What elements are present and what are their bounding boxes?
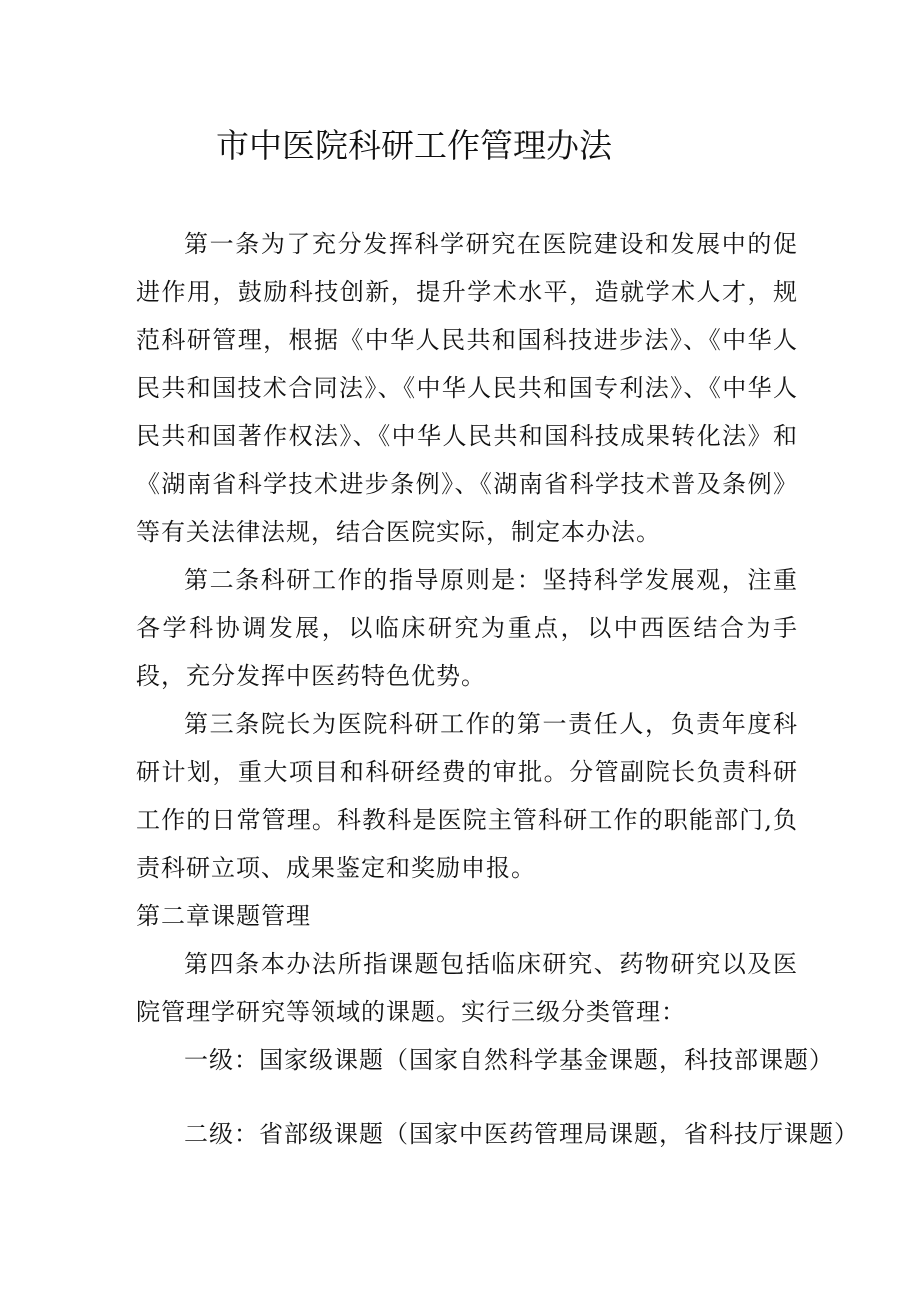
chapter-2-heading: 第二章课题管理 <box>136 902 311 930</box>
document-body <box>136 220 859 1158</box>
level-1-item: 一级：国家级课题（国家自然科学基金课题，科技部课题） <box>184 1046 834 1074</box>
article-1-paragraph: 第一条为了充分发挥科学研究在医院建设和发展中的促进作用，鼓励科技创新，提升学术水平，造就学术人才，规范科研管理，根据《中华人民共和国科技进步法》、《中华人民共和国技术合同法》、《中华人民共和国专利法》、《中华人民共和国著作权法》、《中华人民共和国科技成果转化法》和《湖南省科学技术进步条例》、《湖南省科学技术普及条例》等有关法律法规，结合医院实际，制定本办法。 <box>136 230 798 546</box>
article-4-paragraph: 第四条本办法所指课题包括临床研究、药物研究以及医院管理学研究等领域的课题。实行三级分类管理： <box>136 950 798 1026</box>
document-title: 市中医院科研工作管理办法 <box>216 126 612 165</box>
article-2-paragraph: 第二条科研工作的指导原则是：坚持科学发展观，注重各学科协调发展，以临床研究为重点，以中西医结合为手段，充分发挥中医药特色优势。 <box>136 566 798 690</box>
level-2-item: 二级：省部级课题（国家中医药管理局课题，省科技厅课题） <box>184 1120 859 1148</box>
article-3-paragraph: 第三条院长为医院科研工作的第一责任人，负责年度科研计划，重大项目和科研经费的审批。分管副院长负责科研工作的日常管理。科教科是医院主管科研工作的职能部门,负责科研立项、成果鉴定和奖励申报。 <box>136 710 798 882</box>
